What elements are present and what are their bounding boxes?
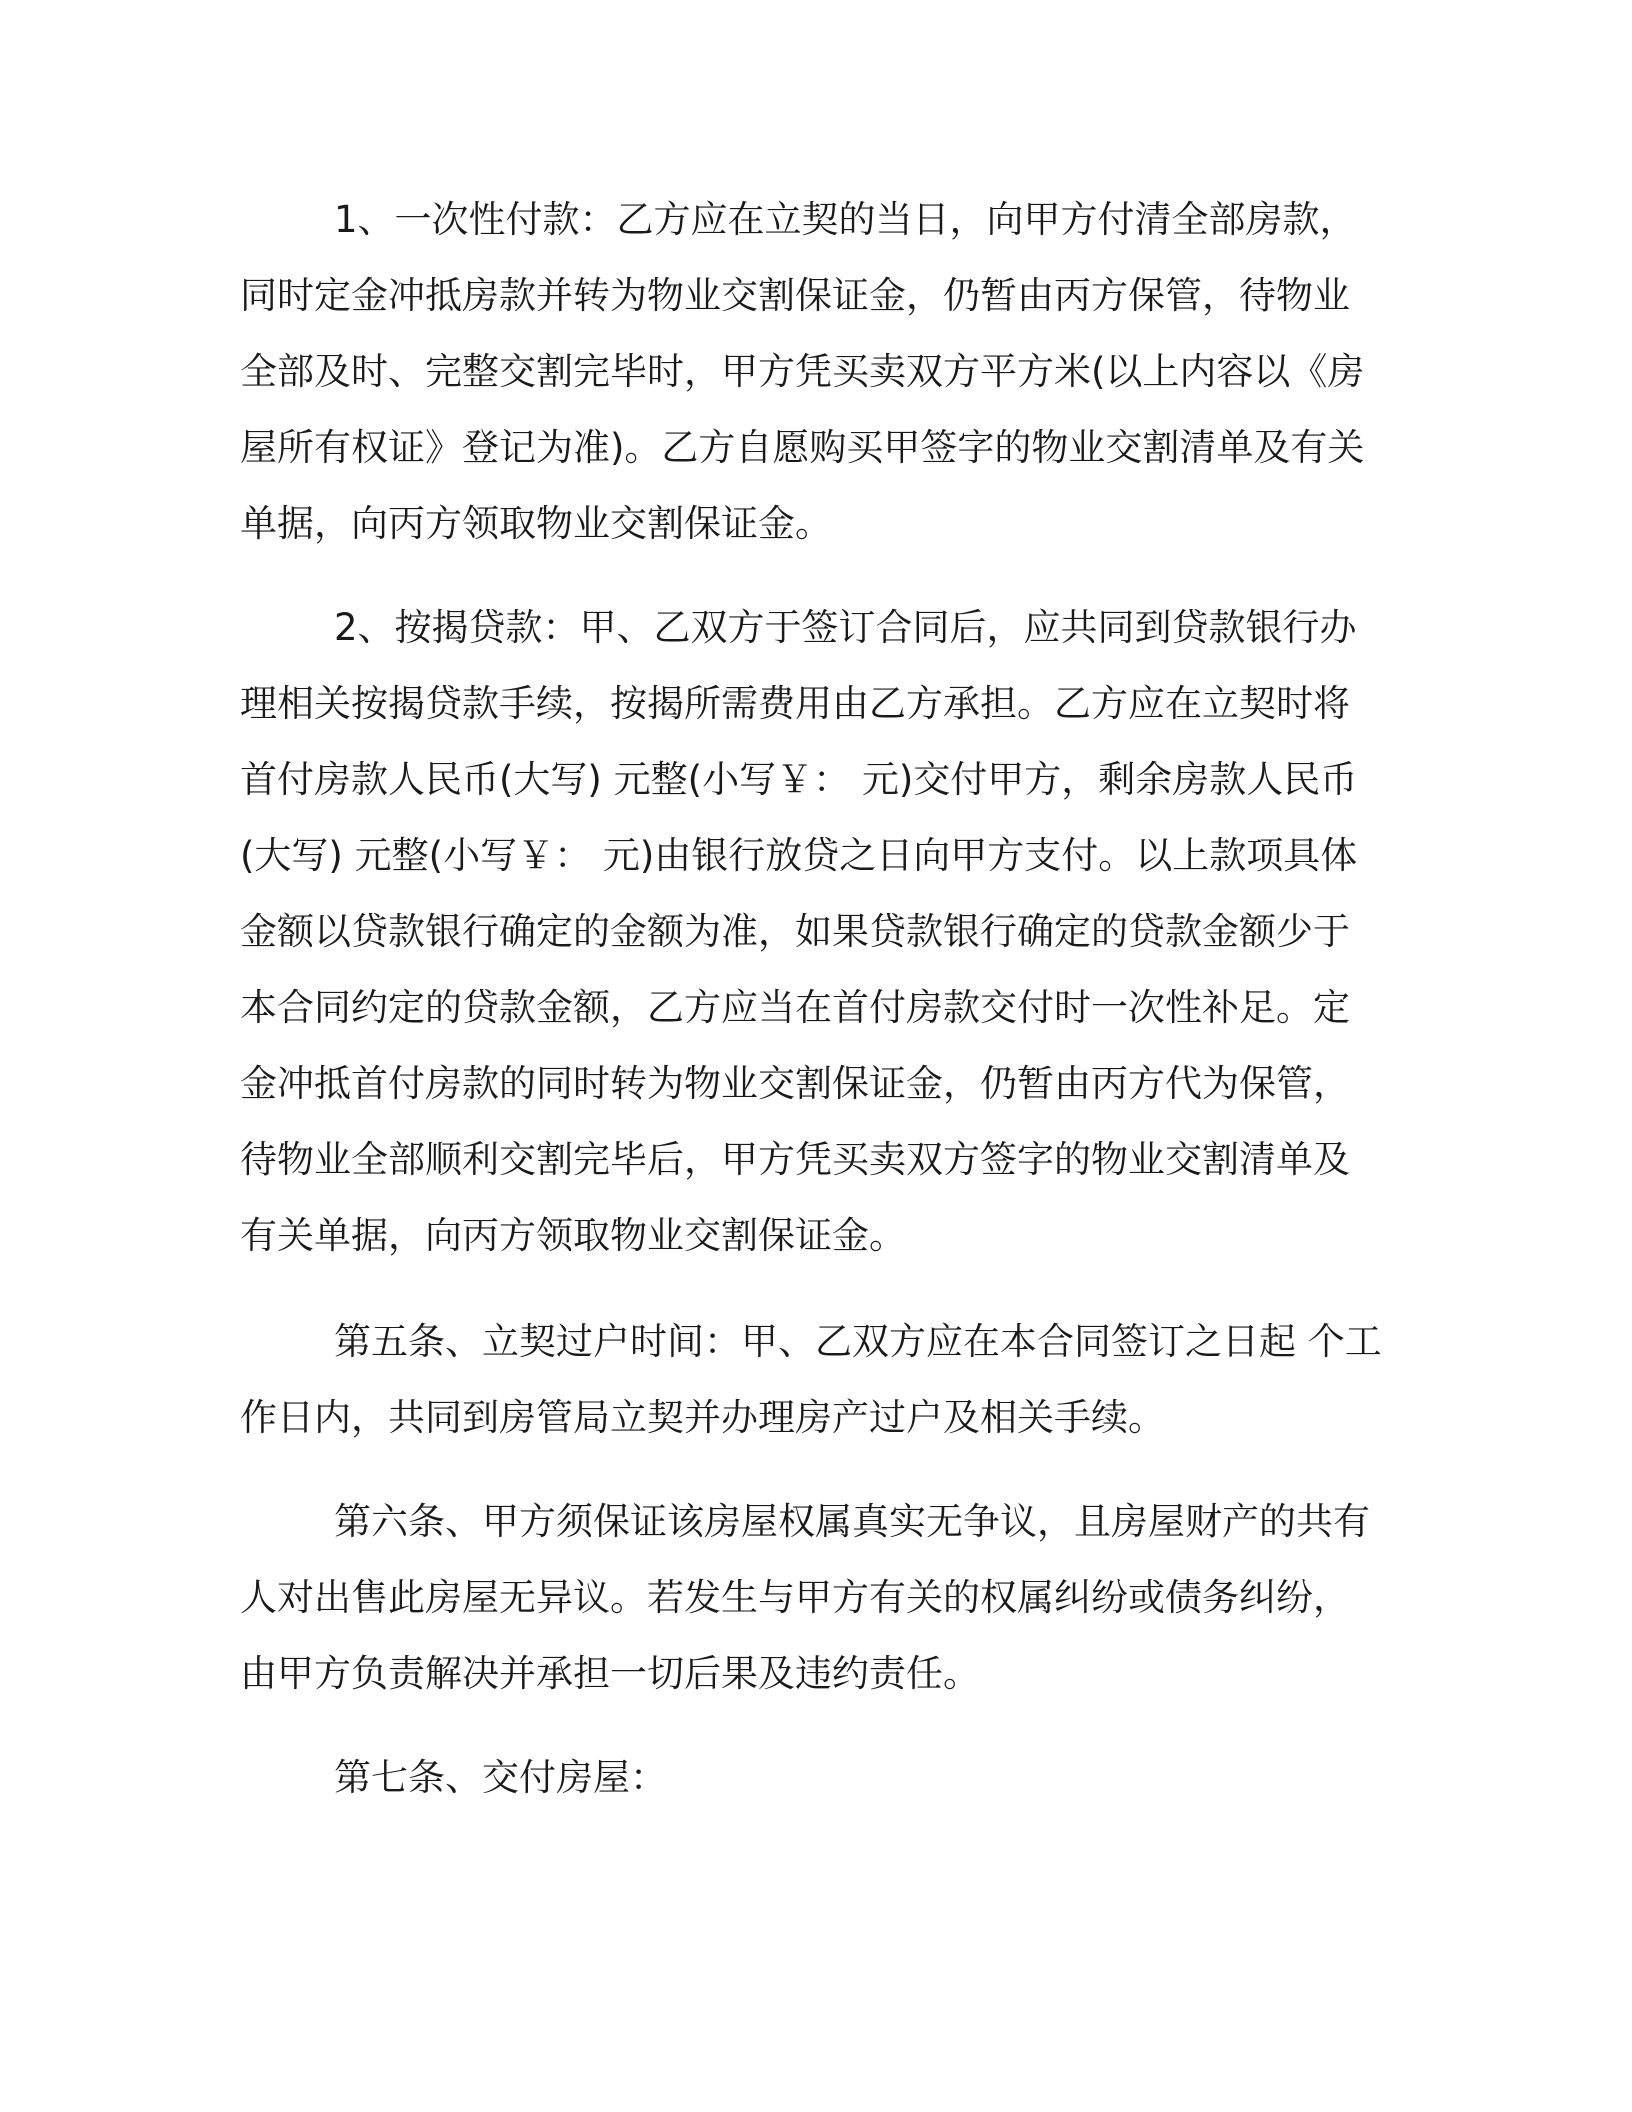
text-line: 由甲方负责解决并承担一切后果及违约责任。: [240, 1652, 980, 1695]
text-line: 待物业全部顺利交割完毕后，甲方凭买卖双方签字的物业交割清单及: [240, 1138, 1350, 1181]
text-line: 本合同约定的贷款金额，乙方应当在首付房款交付时一次性补足。定: [240, 986, 1350, 1029]
text-line: 第七条、交付房屋：: [334, 1756, 667, 1799]
text-line: 理相关按揭贷款手续，按揭所需费用由乙方承担。乙方应在立契时将: [240, 682, 1350, 725]
text-line: 首付房款人民币(大写) 元整(小写￥： 元)交付甲方，剩余房款人民币: [240, 758, 1358, 801]
text-line: 金冲抵首付房款的同时转为物业交割保证金，仍暂由丙方代为保管，: [240, 1062, 1350, 1105]
text-line: 作日内，共同到房管局立契并办理房产过户及相关手续。: [240, 1396, 1165, 1439]
text-line: 2、按揭贷款：甲、乙双方于签订合同后，应共同到贷款银行办: [334, 606, 1357, 649]
text-line: 人对出售此房屋无异议。若发生与甲方有关的权属纠纷或债务纠纷，: [240, 1576, 1350, 1619]
text-line: 1、一次性付款：乙方应在立契的当日，向甲方付清全部房款，: [334, 198, 1357, 241]
text-line: 第五条、立契过户时间：甲、乙双方应在本合同签订之日起 个工: [334, 1320, 1382, 1363]
text-line: 金额以贷款银行确定的金额为准，如果贷款银行确定的贷款金额少于: [240, 910, 1350, 953]
text-line: 同时定金冲抵房款并转为物业交割保证金，仍暂由丙方保管，待物业: [240, 274, 1350, 317]
text-line: 有关单据，向丙方领取物业交割保证金。: [240, 1214, 906, 1257]
text-line: 单据，向丙方领取物业交割保证金。: [240, 502, 832, 545]
text-line: (大写) 元整(小写￥： 元)由银行放贷之日向甲方支付。以上款项具体: [240, 834, 1358, 877]
text-line: 屋所有权证》登记为准)。乙方自愿购买甲签字的物业交割清单及有关: [240, 426, 1365, 469]
text-line: 全部及时、完整交割完毕时，甲方凭买卖双方平方米(以上内容以《房: [240, 350, 1365, 393]
text-line: 第六条、甲方须保证该房屋权属真实无争议，且房屋财产的共有: [334, 1500, 1370, 1543]
